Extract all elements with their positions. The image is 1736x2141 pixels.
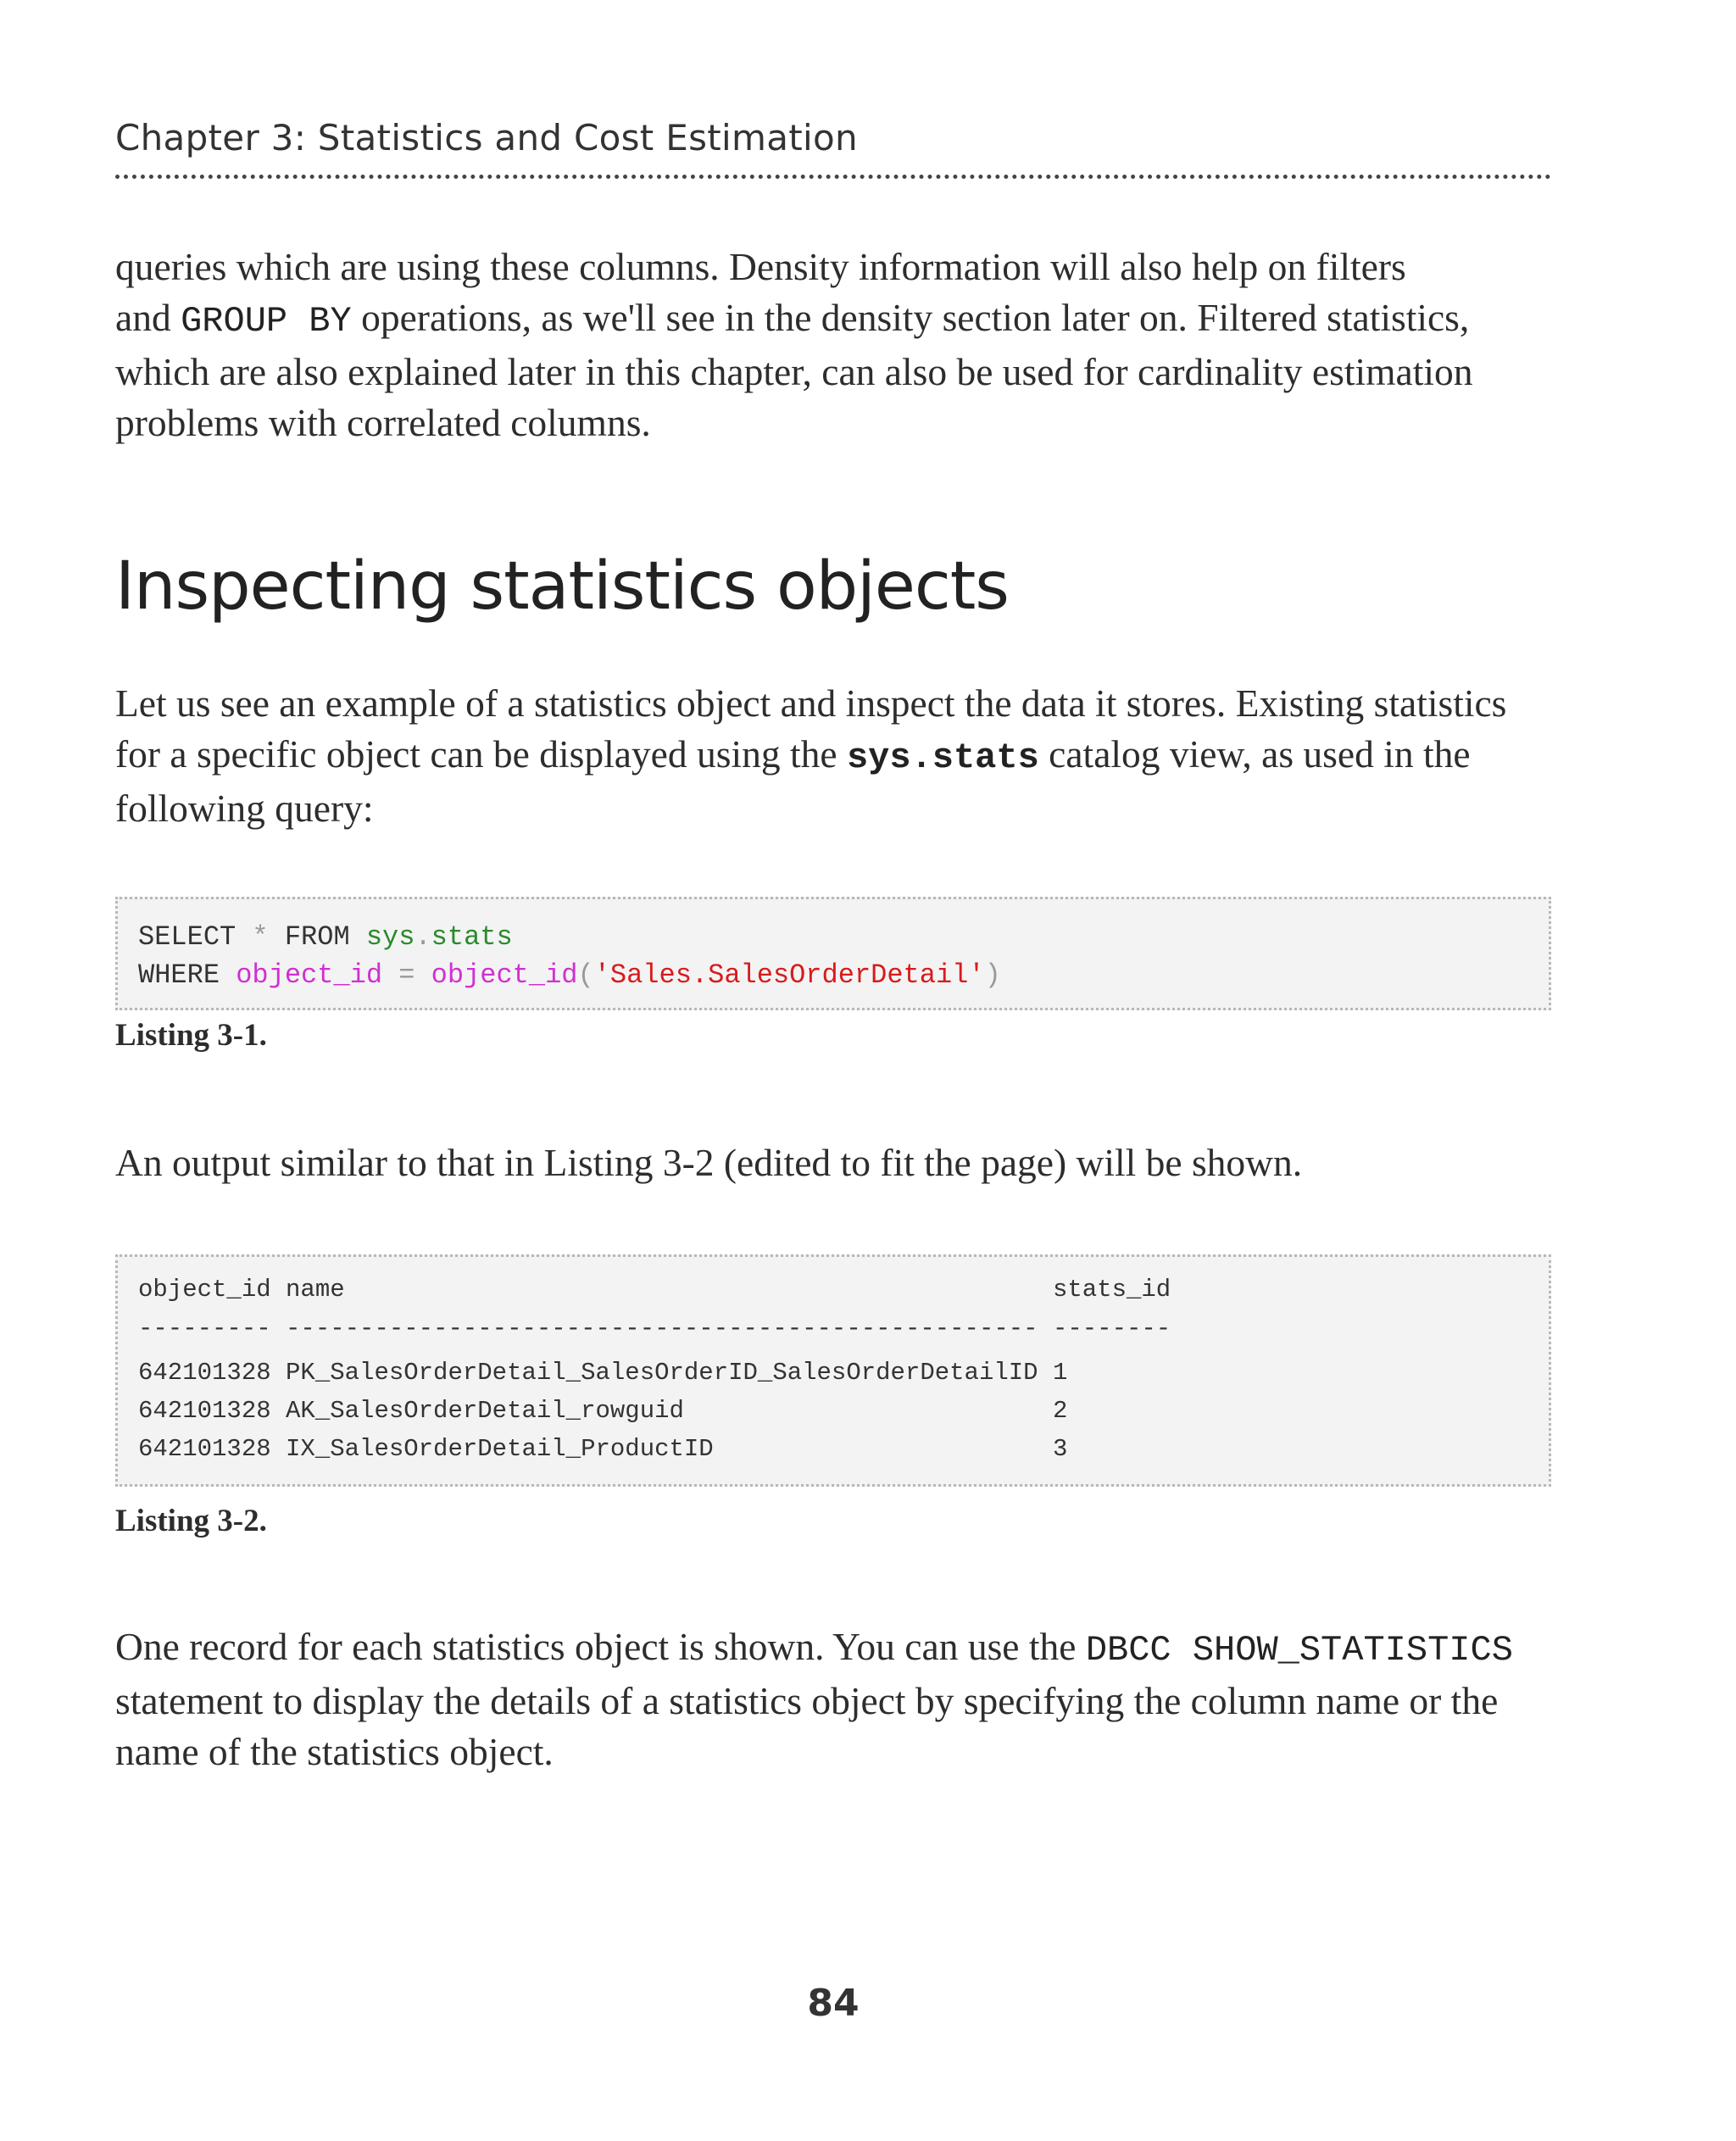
listing-1-code-block (115, 897, 1551, 1010)
table-row: 642101328 IX_SalesOrderDetail_ProductID 3 (138, 1435, 1068, 1463)
intro-line-1: queries which are using these columns. Density information will also help on filters (115, 245, 1406, 288)
intro-line-2-after: operations, as we'll see in the density section later on. Filtered statistics, (351, 296, 1470, 339)
space (350, 921, 366, 953)
output-paragraph: An output similar to that in Listing 3-2 (edited to fit the page) will be shown. (115, 1141, 1303, 1184)
running-head: Chapter 3: Statistics and Cost Estimation (115, 117, 858, 158)
listing-1-line-1 (138, 921, 513, 953)
dbcc-line-3: name of the statistics object. (115, 1730, 554, 1773)
view-stats: stats (431, 921, 513, 953)
listing-2-separator: --------- --------------------------------------------------- -------- (138, 1315, 1171, 1343)
dot-operator: . (415, 921, 431, 953)
inspect-line-3: following query: (115, 787, 374, 830)
inspect-line-2-before: for a specific object can be displayed using the (115, 732, 847, 776)
inspect-paragraph (115, 678, 1556, 834)
keyword-where: WHERE (138, 959, 220, 991)
star-operator: * (236, 921, 285, 953)
table-row: 642101328 AK_SalesOrderDetail_rowguid 2 (138, 1397, 1068, 1425)
right-paren: ) (984, 959, 1001, 991)
space (220, 959, 236, 991)
keyword-from: FROM (284, 921, 350, 953)
equals-operator: = (382, 959, 431, 991)
section-heading: Inspecting statistics objects (115, 548, 1009, 625)
intro-paragraph (115, 242, 1556, 448)
left-paren: ( (577, 959, 594, 991)
inspect-line-1: Let us see an example of a statistics object and inspect the data it stores. Existing statistics (115, 681, 1507, 725)
inline-code-dbcc-show-statistics: DBCC SHOW_STATISTICS (1085, 1630, 1513, 1671)
listing-2-header: object_id name stats_id (138, 1276, 1171, 1304)
listing-1-line-2 (138, 959, 1001, 991)
listing-2-code-block (115, 1254, 1551, 1487)
listing-1-caption: Listing 3-1. (115, 1018, 267, 1053)
listing-2-caption: Listing 3-2. (115, 1504, 267, 1538)
inline-code-group-by: GROUP BY (181, 301, 352, 342)
schema-sys: sys (365, 921, 415, 953)
header-divider (115, 175, 1551, 179)
dbcc-line-1-before: One record for each statistics object is shown. You can use the (115, 1625, 1086, 1668)
inline-code-sys-stats: sys.stats (846, 737, 1039, 778)
intro-line-3: which are also explained later in this chapter, can also be used for cardinality estimation (115, 350, 1473, 393)
page-number: 84 (807, 1982, 860, 2025)
intro-line-2-before: and (115, 296, 181, 339)
intro-line-4: problems with correlated columns. (115, 401, 651, 444)
dbcc-paragraph (115, 1621, 1556, 1777)
function-object-id: object_id (431, 959, 578, 991)
dbcc-line-2: statement to display the details of a statistics object by specifying the column name or the (115, 1679, 1499, 1722)
keyword-select: SELECT (138, 921, 236, 953)
inspect-line-2-after: catalog view, as used in the (1038, 732, 1471, 776)
table-row: 642101328 PK_SalesOrderDetail_SalesOrderID_SalesOrderDetailID 1 (138, 1359, 1068, 1387)
column-object-id: object_id (236, 959, 383, 991)
string-literal: 'Sales.SalesOrderDetail' (593, 959, 985, 991)
